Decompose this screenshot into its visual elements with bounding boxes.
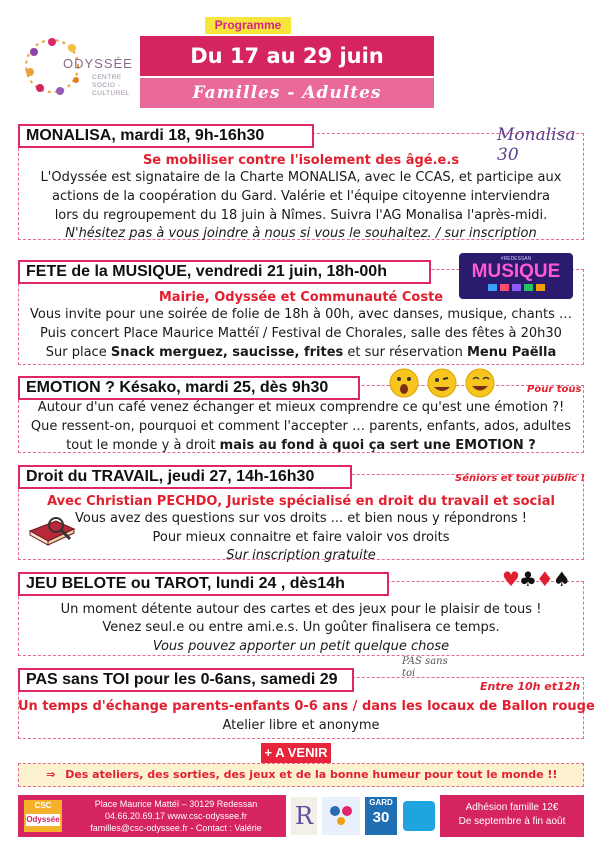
csc-logo: CSC Odyssée [24,800,62,832]
pas-sans-toi-subtitle: Un temps d'échange parents-enfants 0-6 ans / dans les locaux de Ballon rouge [18,699,595,714]
travail-line: Vous avez des questions sur vos droits ... et bien nous y répondrons ! [74,511,528,526]
monalisa-subtitle: Se mobiliser contre l'isolement des âgé.e.s [142,153,460,168]
monalisa-line: L'Odyssée est signataire de la Charte MONALISA, avec le CCAS, et participe aux [40,170,562,185]
pas-sans-toi-time-note: Entre 10h et12h [480,680,581,693]
partner-logo-r: R [291,797,317,835]
logo-name: ODYSSÉE [63,56,133,71]
a-venir-tag: + A VENIR [261,743,331,763]
travail-subtitle: Avec Christian PECHDO, Juriste spécialisé en droit du travail et social [47,494,555,509]
card-suits-icon: ♥♣♦♠ [502,567,570,591]
page-title: Du 17 au 29 juin [140,36,434,76]
emotion-line: Que ressent-on, pourquoi et comment l'accepter … parents, enfants, ados, adultes [30,419,572,434]
section-title-emotion: EMOTION ? Késako, mardi 25, dès 9h30 [18,376,360,400]
a-venir-text: ⇒ Des ateliers, des sorties, des jeux et de la bonne humeur pour tout le monde !! [46,768,558,781]
monalisa-badge: Monalisa 30 [497,125,576,165]
partner-logo-family [322,797,360,835]
travail-line: Pour mieux connaitre et faire valoir vos droits [152,530,450,545]
belote-line: Vous pouvez apporter un petit quelque chose [152,639,450,654]
travail-audience-note: Séniors et tout public ! [455,473,586,484]
belote-line: Venez seul.e ou entre ami.e.s. Un goûter finalisera ce temps. [102,620,500,635]
musique-badge: #REDESSAN MUSIQUE [459,253,573,299]
monalisa-line: lors du regroupement du 18 juin à Nîmes. Suivra l'AG Monalisa l'après-midi. [54,208,548,223]
footer-address: Place Maurice Mattéï – 30129 Redessan [94,799,258,809]
emotion-line: Autour d'un café venez échanger et mieux comprendre ce qu'est une émotion ?! [37,400,565,415]
travail-line: Sur inscription gratuite [226,548,376,563]
adhesion-box: Adhésion famille 12€ De septembre à fin août [440,795,584,837]
section-title-musique: FETE de la MUSIQUE, vendredi 21 juin, 18h-00h [18,260,431,284]
partner-logo-blue [403,801,435,831]
musique-subtitle: Mairie, Odyssée et Communauté Coste [158,290,444,305]
gard-logo: GARD 30 [365,797,397,835]
section-title-belote: JEU BELOTE ou TAROT, lundi 24 , dès14h [18,572,389,596]
arrow-icon: ⇒ [46,768,56,781]
footer-phone-web[interactable]: 04.66.20.69.17 www.csc-odyssee.fr [104,811,248,821]
emoji-icons [388,366,498,400]
musique-line: Vous invite pour une soirée de folie de 18h à 00h, avec danses, musique, chants … [30,307,572,322]
section-title-travail: Droit du TRAVAIL, jeudi 27, 14h-16h30 [18,465,352,489]
audience-banner: Familles - Adultes [140,78,434,108]
musique-line: Sur place Snack merguez, saucisse, frites et sur réservation Menu Paëlla [45,345,557,360]
logo-subtitle: CENTRE SOCIO - CULTUREL [92,74,130,97]
emotion-line: tout le monde y à droit mais au fond à quoi ça sert une EMOTION ? [66,438,536,453]
section-title-pas-sans-toi: PAS sans TOI pour les 0-6ans, samedi 29 [18,668,354,692]
monalisa-line: actions de la coopération du Gard. Valérie et l'équipe citoyenne interviendra [52,189,550,204]
monalisa-line: N'hésitez pas à vous joindre à nous si vous le souhaitez. / sur inscription [65,226,537,241]
pas-sans-toi-badge: PAS sans toi [402,656,448,679]
programme-tag: Programme [205,17,291,34]
belote-line: Un moment détente autour des cartes et des jeux pour le plaisir de tous ! [60,602,542,617]
musique-line: Puis concert Place Maurice Mattéï / Festival de Chorales, salle des fêtes à 20h30 [40,326,562,341]
pas-sans-toi-line: Atelier libre et anonyme [222,718,380,733]
emotion-audience-note: Pour tous [527,384,582,395]
footer-email-contact[interactable]: familles@csc-odyssee.fr - Contact : Valérie [90,823,262,833]
section-title-monalisa: MONALISA, mardi 18, 9h-16h30 [18,124,314,148]
